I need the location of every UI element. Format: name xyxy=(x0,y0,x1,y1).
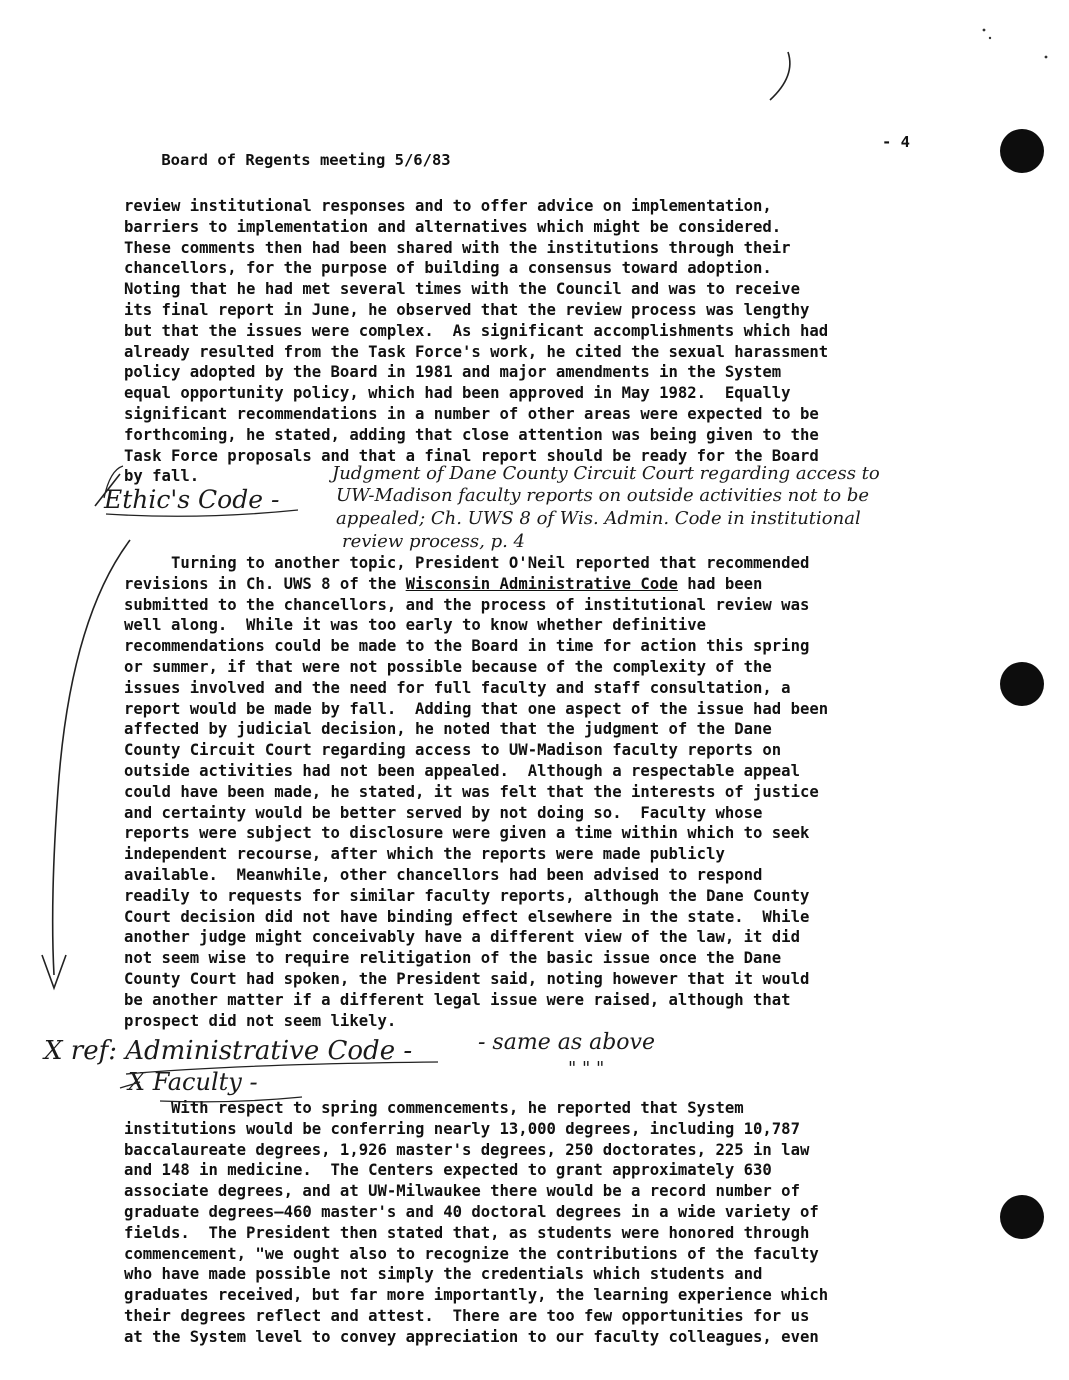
text-line: fields. The President then stated that, as students were honored through xyxy=(124,1223,810,1242)
text-line: but that the issues were complex. As significant accomplishments which had xyxy=(124,321,829,340)
speck-mark xyxy=(1045,56,1048,59)
paragraph-commencements xyxy=(124,1098,924,1348)
punch-hole xyxy=(1000,662,1044,706)
text-line: Court decision did not have binding effect elsewhere in the state. While xyxy=(124,907,810,926)
punch-hole xyxy=(1000,1195,1044,1239)
underlined-code-title: Wisconsin Administrative Code xyxy=(405,574,678,593)
text-line: graduates received, but far more importantly, the learning experience which xyxy=(124,1286,829,1305)
pen-tick-mark xyxy=(770,52,790,100)
text-line: prospect did not seem likely. xyxy=(124,1011,397,1030)
text-line: With respect to spring commencements, he reported that System xyxy=(124,1099,744,1117)
text-line: outside activities had not been appealed. Although a respectable appeal xyxy=(124,761,800,780)
text-fragment: revisions in Ch. UWS 8 of the xyxy=(124,574,406,593)
text-line: its final report in June, he observed that the review process was lengthy xyxy=(124,300,810,319)
text-line: available. Meanwhile, other chancellors had been advised to respond xyxy=(124,865,763,884)
text-line: or summer, if that were not possible because of the complexity of the xyxy=(124,657,772,676)
handwritten-xref: X ref: Administrative Code - xyxy=(44,1036,413,1066)
margin-arrow xyxy=(53,540,130,975)
text-line: County Court had spoken, the President said, noting however that it would xyxy=(124,969,810,988)
text-line: These comments then had been shared with the institutions through their xyxy=(124,238,791,257)
text-line: who have made possible not simply the credentials which students and xyxy=(124,1265,763,1284)
header-title: Board of Regents meeting 5/6/83 xyxy=(161,151,451,169)
text-line: and 148 in medicine. The Centers expected to grant approximately 630 xyxy=(124,1161,772,1180)
handwritten-note-line: appealed; Ch. UWS 8 of Wis. Admin. Code in institutional xyxy=(336,508,861,529)
text-line: institutions would be conferring nearly 13,000 degrees, including 10,787 xyxy=(124,1119,800,1138)
text-line: Turning to another topic, President O'Neil reported that recommended xyxy=(124,554,810,572)
text-line: be another matter if a different legal issue were raised, although that xyxy=(124,990,791,1009)
handwritten-ditto-marks: " " " xyxy=(568,1058,605,1079)
text-line: and certainty would be better served by not doing so. Faculty whose xyxy=(124,803,763,822)
text-line: equal opportunity policy, which had been approved in May 1982. Equally xyxy=(124,384,791,403)
text-line: barriers to implementation and alternatives which might be considered. xyxy=(124,217,782,236)
text-line: significant recommendations in a number of other areas were expected to be xyxy=(124,404,819,423)
handwritten-faculty: X Faculty - xyxy=(128,1068,258,1096)
text-line: reports were subject to disclosure were given a time within which to seek xyxy=(124,824,810,843)
text-line: Task Force proposals and that a final report should be ready for the Board xyxy=(124,446,819,465)
handwritten-note-line: review process, p. 4 xyxy=(342,531,525,552)
text-line: already resulted from the Task Force's work, he cited the sexual harassment xyxy=(124,342,829,361)
handwritten-ethics-code: Ethic's Code - xyxy=(104,485,280,514)
page-header xyxy=(124,133,910,205)
text-line: commencement, "we ought also to recognize the contributions of the faculty xyxy=(124,1244,819,1263)
text-line: by fall. xyxy=(124,467,200,486)
text-line: not seem wise to require relitigation of the basic issue once the Dane xyxy=(124,949,782,968)
text-line: could have been made, he stated, it was felt that the interests of justice xyxy=(124,782,819,801)
text-line: forthcoming, he stated, adding that close attention was being given to the xyxy=(124,425,819,444)
text-line: policy adopted by the Board in 1981 and major amendments in the System xyxy=(124,363,782,382)
text-line: Noting that he had met several times with the Council and was to receive xyxy=(124,280,800,299)
paragraph-admin-code xyxy=(124,553,924,1031)
text-line: associate degrees, and at UW-Milwaukee there would be a record number of xyxy=(124,1182,800,1201)
text-line: chancellors, for the purpose of building a consensus toward adoption. xyxy=(124,259,772,278)
paragraph-task-force xyxy=(124,196,924,487)
text-line: their degrees reflect and attest. There are too few opportunities for us xyxy=(124,1306,810,1325)
text-line: independent recourse, after which the reports were made publicly xyxy=(124,845,725,864)
page-number: - 4 xyxy=(882,133,910,151)
text-line: another judge might conceivably have a different view of the law, it did xyxy=(124,928,800,947)
text-fragment: had been xyxy=(677,574,763,593)
punch-hole xyxy=(1000,129,1044,173)
handwritten-note-line: UW-Madison faculty reports on outside activities not to be xyxy=(336,485,870,506)
text-line: affected by judicial decision, he noted that the judgment of the Dane xyxy=(124,720,772,739)
text-line: County Circuit Court regarding access to UW-Madison faculty reports on xyxy=(124,741,782,760)
text-line xyxy=(124,574,924,595)
text-line: at the System level to convey appreciation to our faculty colleagues, even xyxy=(124,1327,819,1346)
speck-mark xyxy=(983,29,986,32)
text-line: issues involved and the need for full faculty and staff consultation, a xyxy=(124,678,791,697)
text-line: well along. While it was too early to know whether definitive xyxy=(124,616,707,635)
text-line: recommendations could be made to the Board in time for action this spring xyxy=(124,637,810,656)
text-line: readily to requests for similar faculty reports, although the Dane County xyxy=(124,886,810,905)
text-line: graduate degrees—460 master's and 40 doctoral degrees in a wide variety of xyxy=(124,1202,819,1221)
speck-mark xyxy=(989,37,991,39)
text-line: review institutional responses and to offer advice on implementation, xyxy=(124,197,772,215)
text-line: baccalaureate degrees, 1,926 master's degrees, 250 doctorates, 225 in law xyxy=(124,1140,810,1159)
handwritten-same-as-above: - same as above xyxy=(478,1030,655,1055)
text-line: submitted to the chancellors, and the process of institutional review was xyxy=(124,595,810,614)
arrow-head xyxy=(42,955,66,988)
text-line: report would be made by fall. Adding that one aspect of the issue had been xyxy=(124,699,829,718)
handwritten-note-line: Judgment of Dane County Circuit Court regarding access to xyxy=(332,463,880,484)
